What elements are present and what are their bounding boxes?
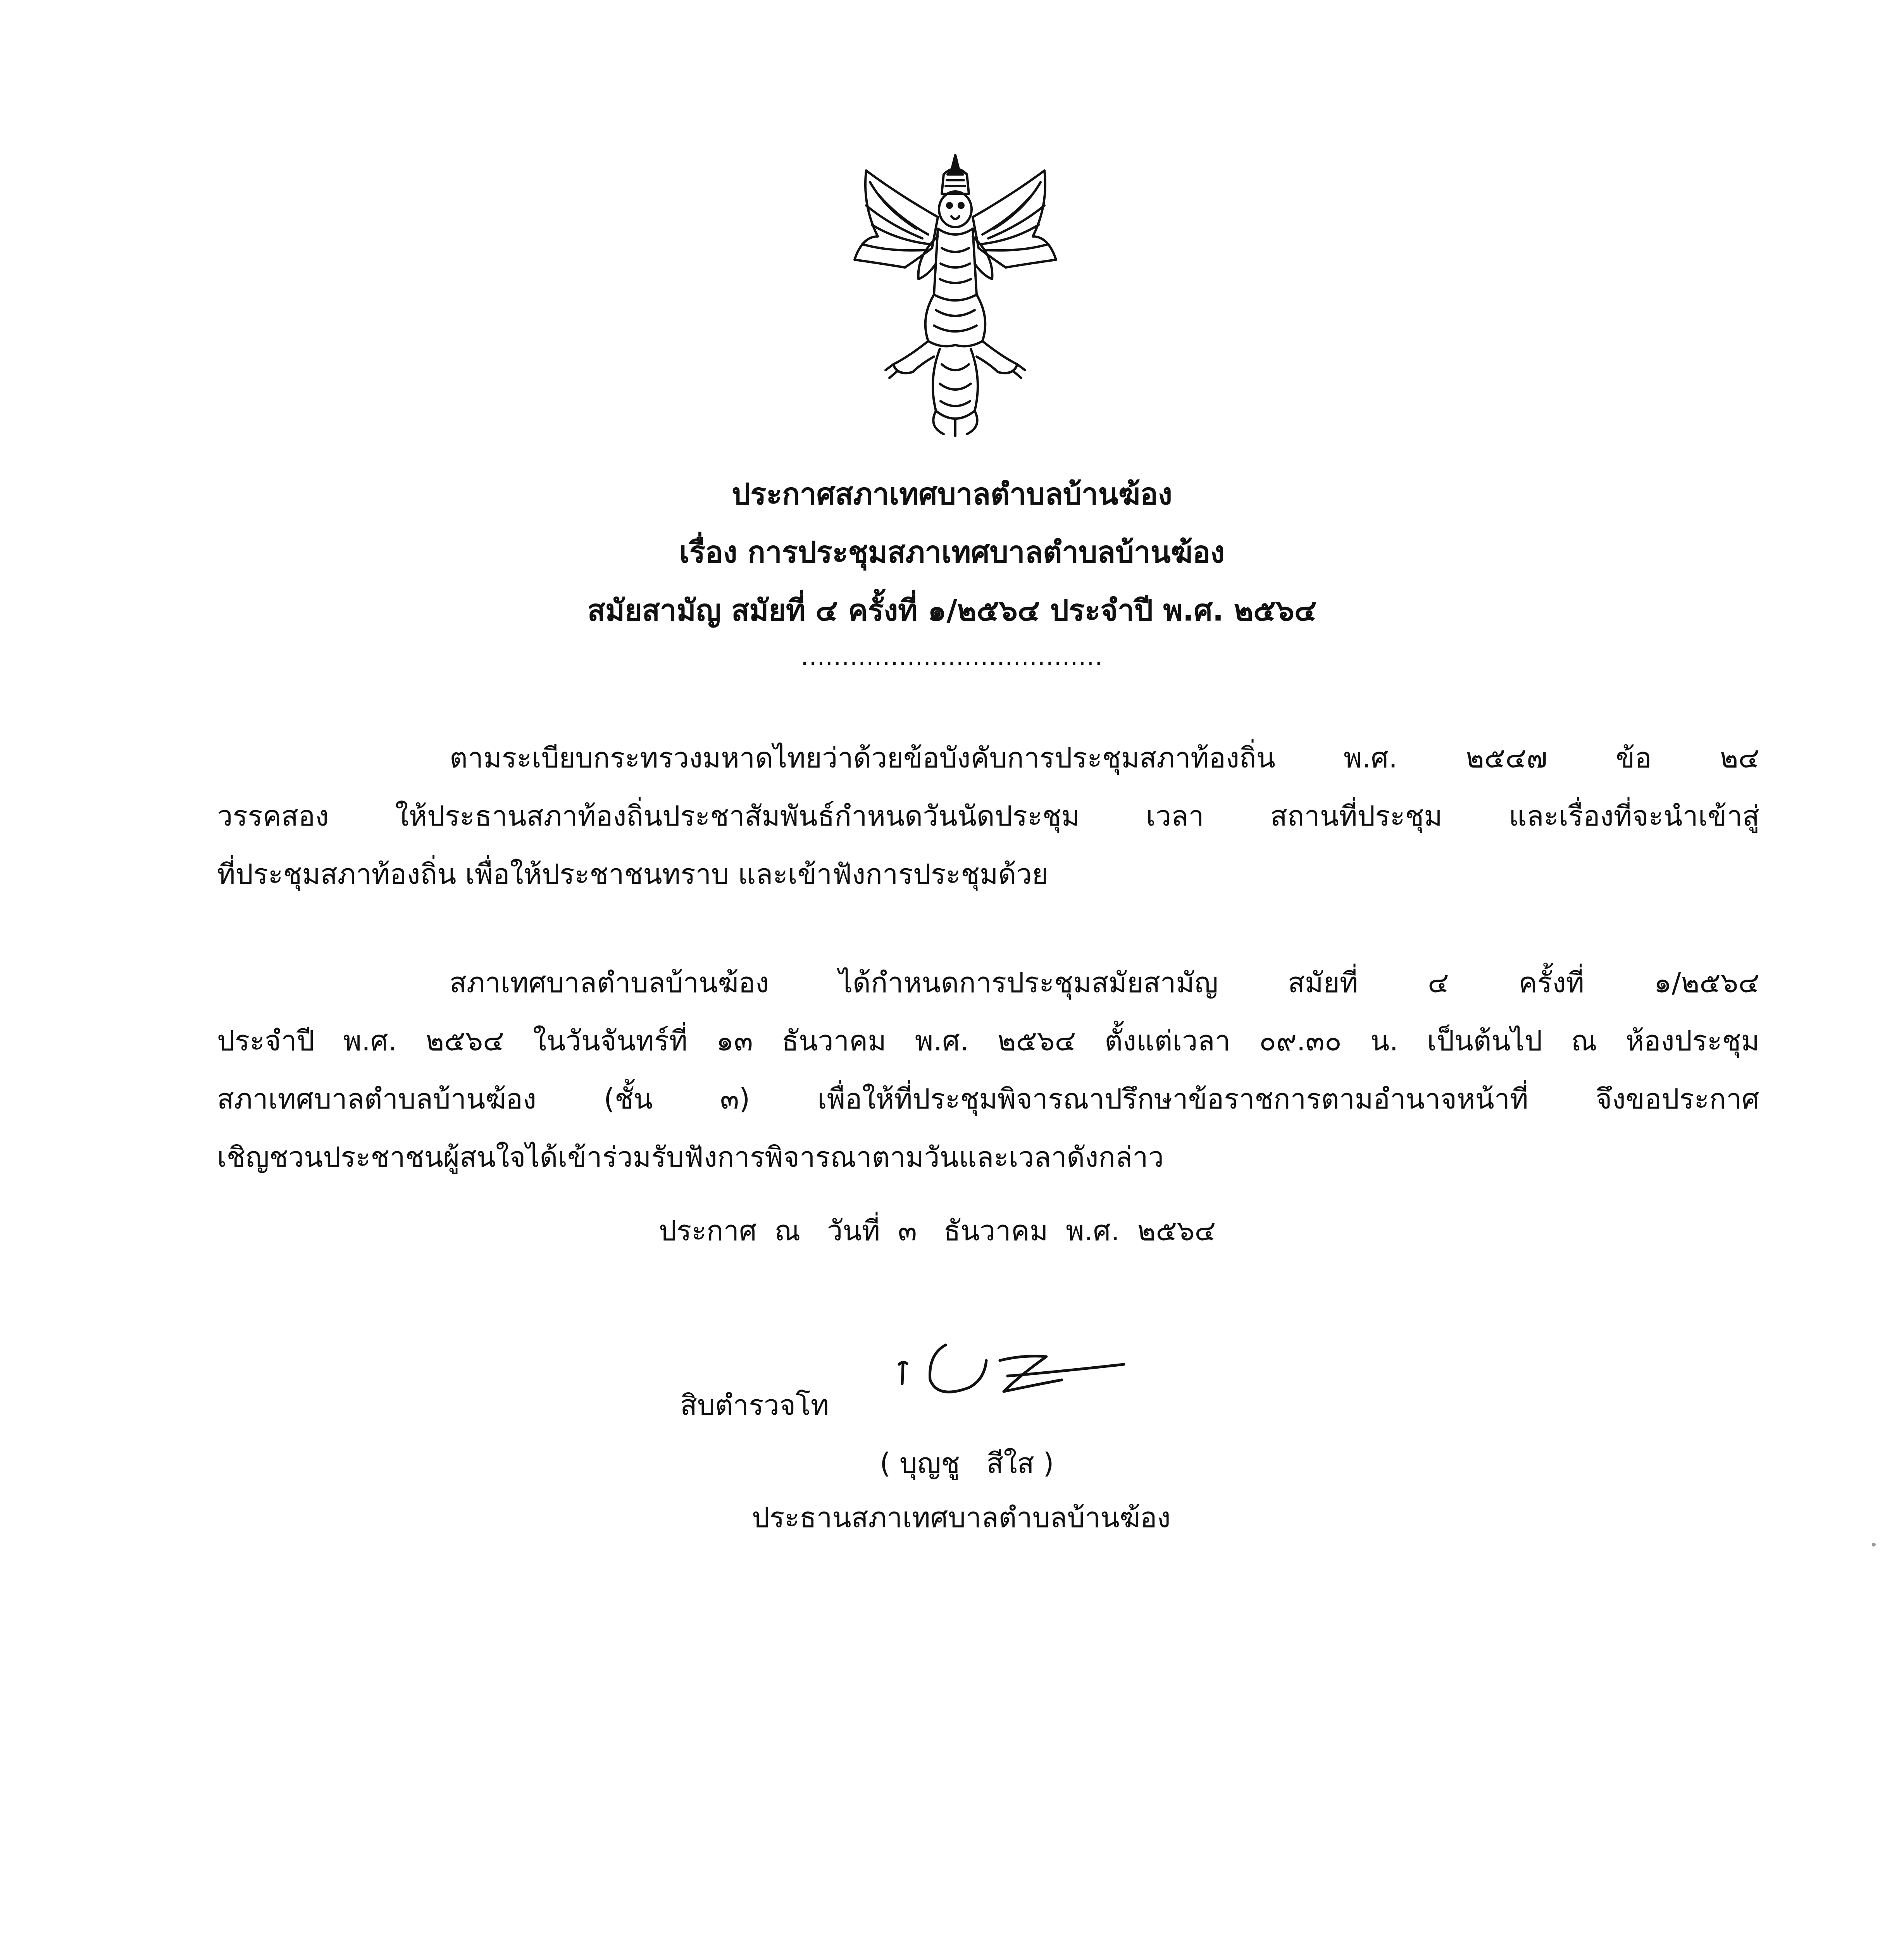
announcement-subject: เรื่อง การประชุมสภาเทศบาลตำบลบ้านฆ้อง	[679, 535, 1225, 569]
paragraph-line: ประจำปี พ.ศ. ๒๕๖๔ ในวันจันทร์ที่ ๑๓ ธันวาคม พ.ศ. ๒๕๖๔ ตั้งแต่เวลา ๐๙.๓๐ น. เป็นต้นไป ณ ห้องประชุม	[217, 1024, 1759, 1057]
body-paragraph-2	[217, 953, 1759, 1186]
scan-speck	[1872, 1543, 1876, 1547]
announcement-header	[0, 465, 1904, 640]
announcement-date: ประกาศ ณ วันที่ ๓ ธันวาคม พ.ศ. ๒๕๖๔	[659, 1214, 1216, 1247]
body-paragraph-1	[217, 729, 1759, 903]
session-info: สมัยสามัญ สมัยที่ ๔ ครั้งที่ ๑/๒๕๖๔ ประจำปี พ.ศ. ๒๕๖๔	[587, 593, 1317, 628]
signatory-rank: สิบตำรวจโท	[680, 1389, 829, 1421]
paragraph-line: ตามระเบียบกระทรวงมหาดไทยว่าด้วยข้อบังคับการประชุมสภาท้องถิ่น พ.ศ. ๒๕๔๗ ข้อ ๒๔	[450, 741, 1759, 774]
signatory-position: ประธานสภาเทศบาลตำบลบ้านฆ้อง	[752, 1501, 1171, 1534]
paragraph-line: สภาเทศบาลตำบลบ้านฆ้อง (ชั้น ๓) เพื่อให้ที่ประชุมพิจารณาปรึกษาข้อราชการตามอำนาจหน้าที่ จึงขอประกาศ	[217, 1083, 1759, 1115]
paragraph-line: เชิญชวนประชาชนผู้สนใจได้เข้าร่วมรับฟังการพิจารณาตามวันและเวลาดังกล่าว	[217, 1141, 1164, 1173]
paragraph-line: วรรคสอง ให้ประธานสภาท้องถิ่นประชาสัมพันธ์กำหนดวันนัดประชุม เวลา สถานที่ประชุม และเรื่องที่จะนำเข้าสู่	[217, 800, 1759, 832]
handwritten-signature	[891, 1318, 1132, 1434]
paragraph-line: สภาเทศบาลตำบลบ้านฆ้อง ได้กำหนดการประชุมสมัยสามัญ สมัยที่ ๔ ครั้งที่ ๑/๒๕๖๔	[450, 966, 1759, 999]
garuda-emblem-icon	[839, 147, 1072, 442]
signatory-name: ( บุญชู สีใส )	[880, 1447, 1054, 1479]
announcement-title: ประกาศสภาเทศบาลตำบลบ้านฆ้อง	[732, 477, 1172, 511]
paragraph-line: ที่ประชุมสภาท้องถิ่น เพื่อให้ประชาชนทราบ และเข้าฟังการประชุมด้วย	[217, 858, 1048, 890]
dotted-separator: .....................................	[801, 643, 1103, 671]
